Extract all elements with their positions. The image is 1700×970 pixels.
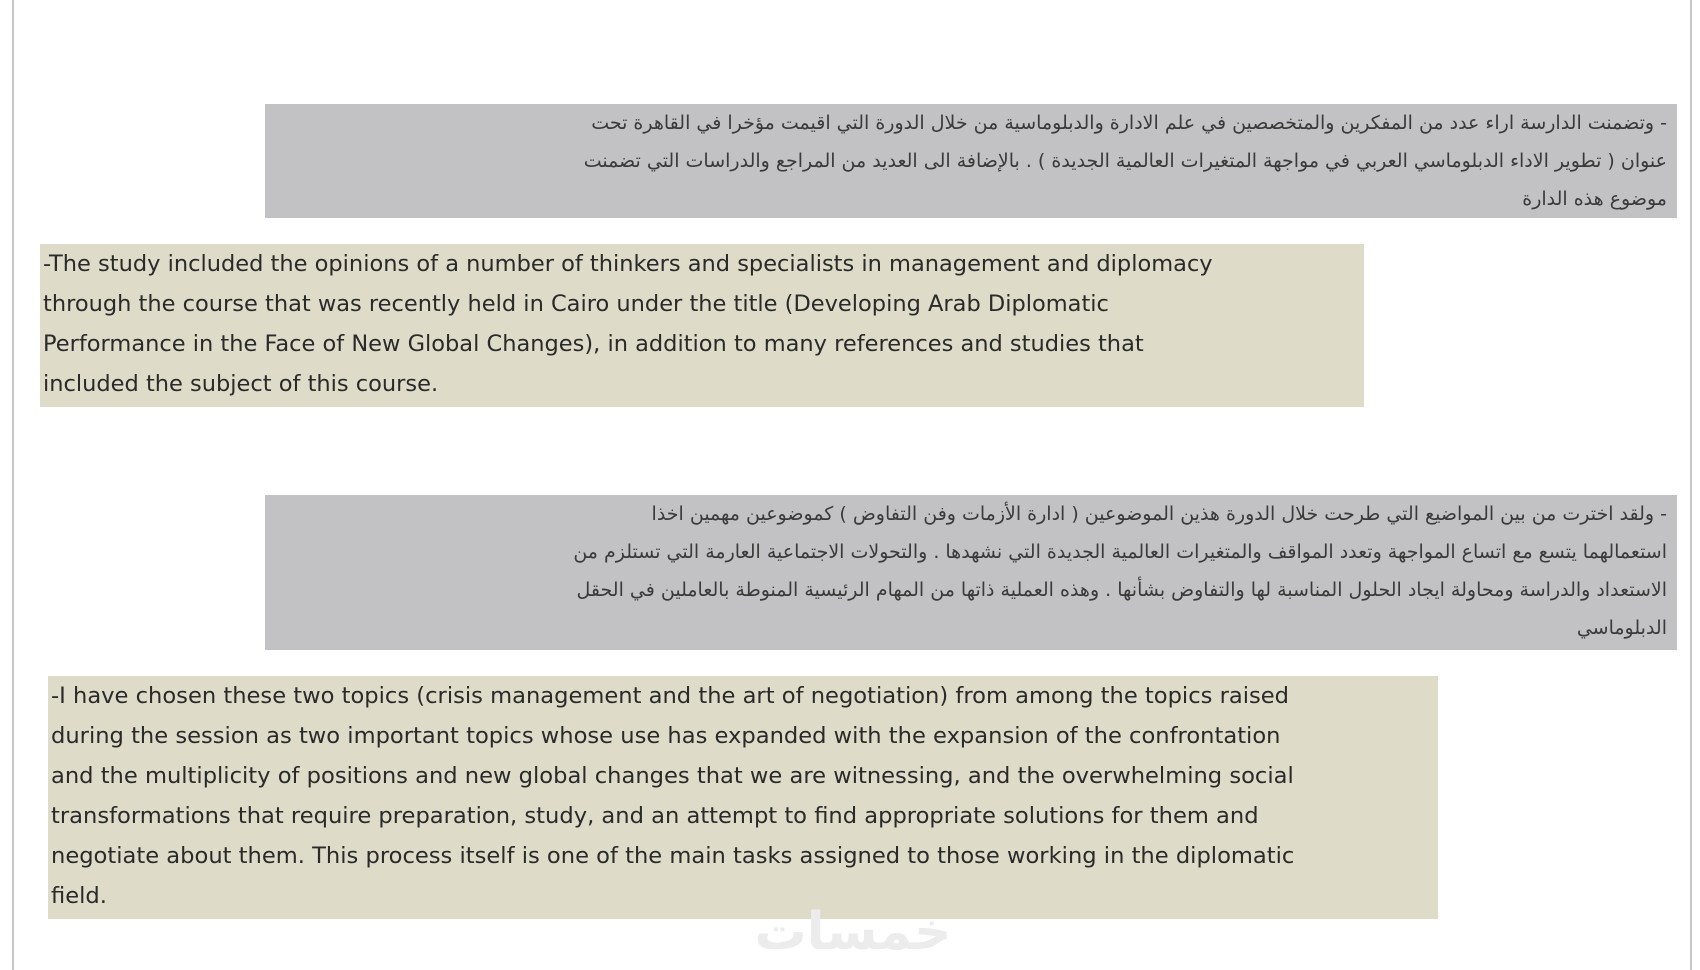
arabic-paragraph-1-line: - وتضمنت الدارسة اراء عدد من المفكرين والمتخصصين في علم الادارة والدبلوماسية من خلال الدورة التي اقيمت مؤخرا في القاهرة تحت bbox=[591, 112, 1667, 134]
english-paragraph-2-line: -I have chosen these two topics (crisis management and the art of negotiation) from among the topics raised bbox=[51, 683, 1290, 709]
arabic-paragraph-1 bbox=[265, 104, 1677, 218]
arabic-paragraph-2-line: الدبلوماسي bbox=[1576, 617, 1667, 639]
arabic-paragraph-2 bbox=[265, 495, 1677, 650]
english-paragraph-2-line: field. bbox=[51, 883, 107, 909]
english-paragraph-2 bbox=[48, 676, 1438, 919]
watermark-logo: خمسات bbox=[754, 902, 952, 962]
english-paragraph-2-line: and the multiplicity of positions and new global changes that we are witnessing, and the overwhelming social bbox=[51, 763, 1294, 789]
english-paragraph-1 bbox=[40, 244, 1364, 407]
arabic-paragraph-1-line: موضوع هذه الدارة bbox=[1522, 188, 1667, 210]
english-paragraph-2-line: negotiate about them. This process itself is one of the main tasks assigned to those working in the diplomatic bbox=[51, 843, 1295, 869]
english-paragraph-2-line: during the session as two important topics whose use has expanded with the expansion of the confrontation bbox=[51, 723, 1281, 749]
arabic-paragraph-1-line: عنوان ( تطوير الاداء الدبلوماسي العربي في مواجهة المتغيرات العالمية الجديدة ) . بالإضافة الى العديد من المراجع والدراسات التي تضمنت bbox=[583, 150, 1667, 172]
english-paragraph-1-line: through the course that was recently held in Cairo under the title (Developing Arab Diplomatic bbox=[43, 291, 1109, 317]
english-paragraph-1-line: -The study included the opinions of a number of thinkers and specialists in management and diplomacy bbox=[43, 251, 1213, 277]
page-right-edge bbox=[1690, 0, 1692, 970]
arabic-paragraph-2-line: - ولقد اخترت من بين المواضيع التي طرحت خلال الدورة هذين الموضوعين ( ادارة الأزمات وفن التفاوض ) كموضوعين مهمين اخذا bbox=[651, 503, 1667, 525]
arabic-paragraph-2-line: استعمالهما يتسع مع اتساع المواجهة وتعدد المواقف والمتغيرات العالمية الجديدة التي نشهدها . والتحولات الاجتماعية العارمة التي تستلزم من bbox=[573, 541, 1667, 563]
page-left-edge bbox=[12, 0, 14, 970]
english-paragraph-1-line: included the subject of this course. bbox=[43, 371, 439, 397]
english-paragraph-2-line: transformations that require preparation, study, and an attempt to find appropriate solutions for them and bbox=[51, 803, 1259, 829]
arabic-paragraph-2-line: الاستعداد والدراسة ومحاولة ايجاد الحلول المناسبة لها والتفاوض بشأنها . وهذه العملية ذاتها من المهام الرئيسية المنوطة بالعاملين في الحقل bbox=[576, 579, 1667, 601]
english-paragraph-1-line: Performance in the Face of New Global Changes), in addition to many references and studies that bbox=[43, 331, 1144, 357]
